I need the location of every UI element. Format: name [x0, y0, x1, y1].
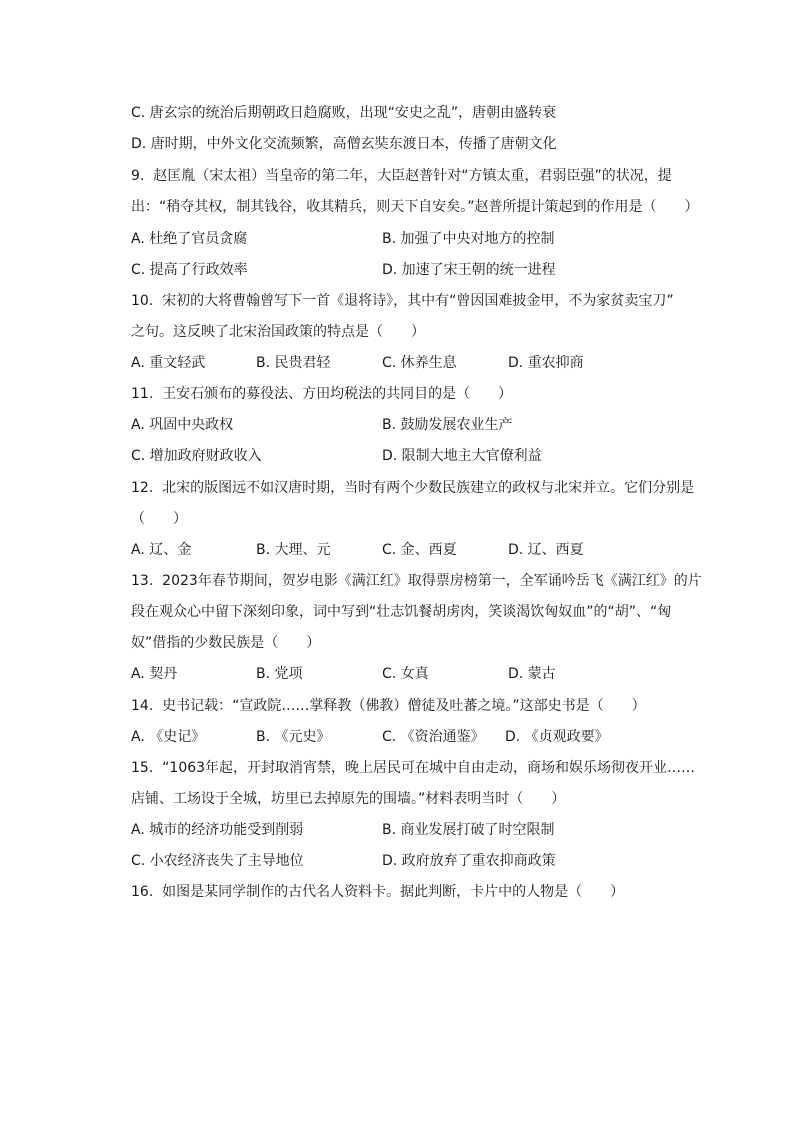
q13-option-c: C. 女真: [382, 666, 429, 682]
q12-option-c: C. 金、西夏: [382, 542, 457, 558]
q10-option-c: C. 休养生息: [382, 355, 457, 371]
q11-option-d: D. 限制大地主大官僚利益: [382, 448, 542, 464]
q9-option-d: D. 加速了宋王朝的统一进程: [382, 262, 556, 278]
q8-option-d: D. 唐时期，中外文化交流频繁，高僧玄奘东渡日本，传播了唐朝文化: [131, 136, 557, 152]
q13-stem-line2: 段在观众心中留下深刻印象，词中写到“壮志饥餐胡虏肉，笑谈渴饮匈奴血”的“胡”、“匈: [131, 604, 672, 620]
q9-stem-line2: 出：“稍夺其权，制其钱谷，收其精兵，则天下自安矣。”赵普所提计策起到的作用是（ ）: [131, 199, 699, 215]
q15-option-c: C. 小农经济丧失了主导地位: [131, 853, 304, 869]
q9-stem-line1: 9. 赵匡胤（宋太祖）当皇帝的第二年，大臣赵普针对“方镇太重，君弱臣强”的状况，提: [131, 168, 672, 184]
q11-option-b: B. 鼓励发展农业生产: [382, 417, 513, 433]
q11-stem-line1: 11. 王安石颁布的募役法、方田均税法的共同目的是（ ）: [131, 386, 513, 402]
q14-stem-line1: 14. 史书记载：“宣政院……掌释教（佛教）僧徒及吐蕃之境。”这部史书是（ ）: [131, 698, 646, 714]
q10-option-b: B. 民贵君轻: [256, 355, 331, 371]
q13-option-a: A. 契丹: [131, 666, 178, 682]
q14-option-b: B. 《元史》: [256, 729, 331, 745]
q13-option-d: D. 蒙古: [508, 666, 556, 682]
q15-stem-line1: 15. “1063年起，开封取消宵禁，晚上居民可在城中自由走动，商场和娱乐场彻夜开业……: [131, 760, 696, 776]
q13-stem-line3: 奴”借指的少数民族是（ ）: [131, 635, 321, 651]
q8-option-c: C. 唐玄宗的统治后期朝政日趋腐败，出现“安史之乱”，唐朝由盛转衰: [131, 105, 557, 121]
q10-stem-line2: 之句。这反映了北宋治国政策的特点是（ ）: [131, 324, 425, 340]
q15-stem-line2: 店铺、工场设于全城，坊里已去掉原先的围墙。”材料表明当时（ ）: [131, 791, 566, 807]
q14-option-a: A. 《史记》: [131, 729, 206, 745]
q15-option-d: D. 政府放弃了重农抑商政策: [382, 853, 556, 869]
q11-option-c: C. 增加政府财政收入: [131, 448, 262, 464]
q11-option-a: A. 巩固中央政权: [131, 417, 234, 433]
q12-option-b: B. 大理、元: [256, 542, 331, 558]
q12-stem-line1: 12. 北宋的版图远不如汉唐时期，当时有两个少数民族建立的政权与北宋并立。它们分别是: [131, 480, 695, 496]
q9-option-c: C. 提高了行政效率: [131, 262, 248, 278]
q10-option-a: A. 重文轻武: [131, 355, 206, 371]
q12-option-d: D. 辽、西夏: [508, 542, 584, 558]
q16-stem-line1: 16. 如图是某同学制作的古代名人资料卡。据此判断，卡片中的人物是（ ）: [131, 884, 625, 900]
q14-option-d: D. 《贞观政要》: [505, 729, 609, 745]
q12-option-a: A. 辽、金: [131, 542, 192, 558]
q9-option-a: A. 杜绝了官员贪腐: [131, 231, 248, 247]
q15-option-b: B. 商业发展打破了时空限制: [382, 822, 555, 838]
q10-option-d: D. 重农抑商: [508, 355, 584, 371]
q15-option-a: A. 城市的经济功能受到削弱: [131, 822, 304, 838]
q13-stem-line1: 13. 2023年春节期间，贺岁电影《满江红》取得票房榜第一，全军诵吟岳飞《满江红》的片: [131, 573, 702, 589]
q13-option-b: B. 党项: [256, 666, 303, 682]
q9-option-b: B. 加强了中央对地方的控制: [382, 231, 555, 247]
q14-option-c: C. 《资治通鉴》: [382, 729, 485, 745]
q10-stem-line1: 10. 宋初的大将曹翰曾写下一首《退将诗》，其中有“曾因国难披金甲，不为家贫卖宝刀”: [131, 293, 674, 309]
q12-stem-line2: （ ）: [131, 511, 187, 527]
